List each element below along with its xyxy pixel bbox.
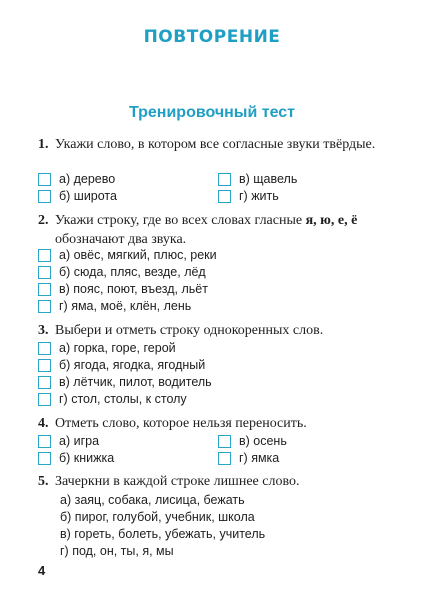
checkbox[interactable] [218,173,231,186]
q5-line-a[interactable]: а) заяц, собака, лисица, бежать [60,493,245,507]
option-label: в) щавель [239,172,298,186]
checkbox[interactable] [38,393,51,406]
q3-option-a[interactable] [38,340,176,357]
checkbox[interactable] [38,190,51,203]
option-label: б) сюда, пляс, везде, лёд [59,265,206,279]
checkbox[interactable] [38,300,51,313]
q2-option-g[interactable] [38,298,191,315]
question-text-part: Укажи строку, где во всех словах гласные [55,213,306,228]
q4-option-b[interactable] [38,450,114,467]
q2-option-b[interactable] [38,264,206,281]
checkbox[interactable] [38,173,51,186]
option-label: а) дерево [59,172,116,186]
question-text: Укажи слово, в котором все согласные звуки твёрдые. [55,137,376,152]
checkbox[interactable] [38,359,51,372]
question-1 [38,135,394,154]
q1-option-v[interactable] [218,171,297,188]
option-label: г) жить [239,189,279,203]
q5-line-v[interactable]: в) гореть, болеть, убежать, учитель [60,527,266,541]
checkbox[interactable] [38,435,51,448]
checkbox[interactable] [38,376,51,389]
q1-option-g[interactable] [218,188,279,205]
q3-option-v[interactable] [38,374,212,391]
option-label: б) книжка [59,451,115,465]
question-5 [38,472,394,491]
test-title: Тренировочный тест [128,104,296,121]
checkbox[interactable] [218,435,231,448]
checkbox[interactable] [38,283,51,296]
q4-option-a[interactable] [38,433,99,450]
question-number: 4. [38,416,49,431]
question-number: 2. [38,213,49,228]
question-text-part: обозначают два звука. [55,232,187,247]
question-3 [38,321,394,340]
option-label: а) игра [59,434,100,448]
q3-option-g[interactable] [38,391,187,408]
option-label: в) лётчик, пилот, водитель [59,375,212,389]
option-label: б) широта [59,189,117,203]
option-label: а) овёс, мягкий, плюс, реки [59,248,217,262]
option-label: в) осень [239,434,287,448]
q1-option-a[interactable] [38,171,115,188]
q4-option-v[interactable] [218,433,287,450]
q5-line-g[interactable]: г) под, он, ты, я, мы [60,544,174,558]
checkbox[interactable] [218,452,231,465]
page-header: ПОВТОРЕНИЕ [143,27,281,47]
option-label: г) ямка [239,451,280,465]
option-label: г) яма, моё, клён, лень [59,299,192,313]
question-2 [38,211,394,249]
q2-option-v[interactable] [38,281,208,298]
vowel-letters: я, ю, [305,213,335,228]
q5-line-b[interactable]: б) пирог, голубой, учебник, школа [60,510,255,524]
question-text: Отметь слово, которое нельзя переносить. [55,416,307,431]
question-text: Зачеркни в каждой строке лишнее слово. [55,474,300,489]
option-label: г) стол, столы, к столу [59,392,187,406]
option-label: в) пояс, поют, въезд, льёт [59,282,208,296]
question-number: 5. [38,474,49,489]
question-4 [38,414,394,433]
page-number: 4 [38,563,46,578]
question-text [38,211,394,249]
q3-option-b[interactable] [38,357,205,374]
q4-option-g[interactable] [218,450,279,467]
checkbox[interactable] [38,249,51,262]
q1-option-b[interactable] [38,188,117,205]
question-text: Выбери и отметь строку однокоренных слов. [55,323,324,338]
question-number: 1. [38,137,49,152]
vowel-letters: е, ё [337,213,358,228]
checkbox[interactable] [38,342,51,355]
option-label: б) ягода, ягодка, ягодный [59,358,206,372]
checkbox[interactable] [218,190,231,203]
checkbox[interactable] [38,452,51,465]
q2-option-a[interactable] [38,247,217,264]
option-label: а) горка, горе, герой [59,341,176,355]
checkbox[interactable] [38,266,51,279]
question-number: 3. [38,323,49,338]
